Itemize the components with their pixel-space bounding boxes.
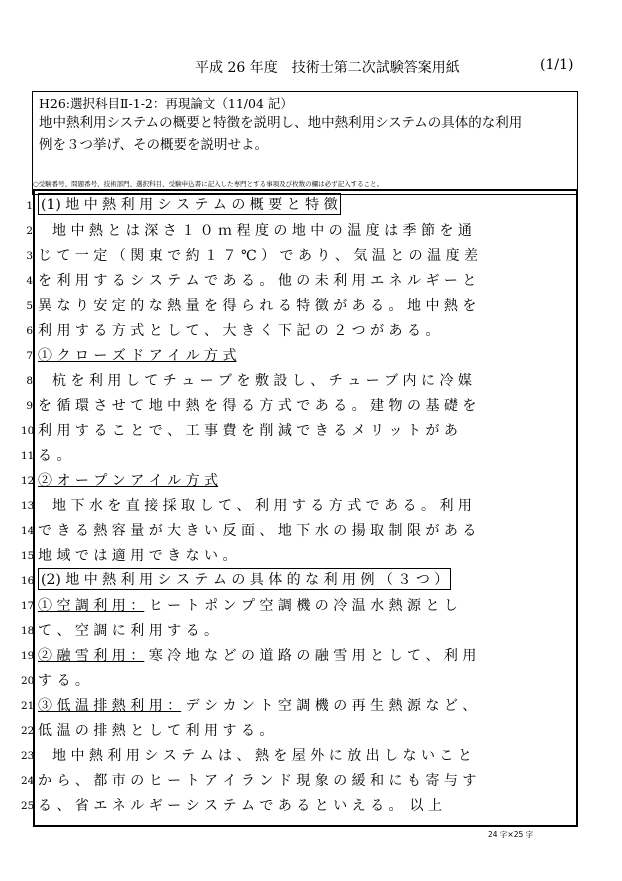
answer-row [21,591,576,616]
line-number: 3 [26,250,33,262]
answer-row [21,516,576,541]
answer-text: ② オ ー プ ン ア イ ル 方 式 [38,473,219,489]
answer-row [21,691,576,716]
answer-row [21,466,576,491]
answer-text: 杭 を 利 用 し て チ ュ ー ブ を 敷 設 し 、 チ ュ ー ブ 内 に 冷 媒 [38,373,472,389]
answer-text: ② 融 雪 利 用 ： 寒 冷 地 な ど の 道 路 の 融 雪 用 と し て 、 利 用 [38,648,477,664]
answer-text: る 、 省 エ ネ ル ギ ー シ ス テ ム で あ る と い え る 。 以 上 [38,798,443,814]
page-number: (1/1) [540,57,574,73]
answer-text: ① 空 調 利 用 ： ヒ ー ト ポ ン プ 空 調 機 の 冷 温 水 熱 源 と し [38,598,458,614]
answer-text: て 、 空 調 に 利 用 す る 。 [38,623,219,639]
line-number: 13 [21,500,35,512]
answer-text: (1) 地 中 熱 利 用 シ ス テ ム の 概 要 と 特 徴 [38,193,341,215]
answer-text: 低 温 の 排 熱 と し て 利 用 す る 。 [38,723,274,739]
answer-text: 利 用 す る 方 式 と し て 、 大 き く 下 記 の ２ つ が あ る 。 [38,323,440,339]
line-number: 17 [21,600,35,612]
answer-text: か ら 、 都 市 の ヒ ー ト ア イ ラ ン ド 現 象 の 緩 和 に も 寄 与 す [38,773,477,789]
grid-size-label: 24 字×25 字 [488,830,534,839]
question-line-2: 例を３つ挙げ、その概要を説明せよ。 [39,137,268,153]
answer-row [21,541,576,566]
answer-text: を 循 環 さ せ て 地 中 熱 を 得 る 方 式 で あ る 。 建 物 の 基 礎 を [38,398,477,414]
answer-row [26,391,576,416]
instruction-notice: ○受験番号、問題番号、技術部門、選択科目、受験申込書に記入した専門とする事項及び枚数の欄は必ず記入すること。 [33,180,384,188]
line-number: 9 [26,400,33,412]
line-number: 2 [26,225,33,237]
line-number: 6 [26,325,33,337]
answer-text: 地 中 熱 と は 深 さ １ ０ ｍ 程 度 の 地 中 の 温 度 は 季 節 を 通 [38,223,472,239]
answer-row [26,291,576,316]
line-number: 8 [26,375,33,387]
answer-row [26,316,576,341]
answer-row [26,191,576,216]
answer-row [21,416,576,441]
answer-row [21,716,576,741]
line-number: 21 [21,700,35,712]
answer-row [21,641,576,666]
answer-text: を 利 用 す る シ ス テ ム で あ る 。 他 の 未 利 用 エ ネ ル ギ ー と [38,273,477,289]
answer-row [26,341,576,366]
answer-row [26,216,576,241]
answer-row [26,241,576,266]
answer-row [26,266,576,291]
line-number: 14 [21,525,35,537]
line-number: 1 [26,200,33,212]
line-number: 15 [21,550,35,562]
answer-row [21,441,576,466]
question-line-1: 地中熱利用システムの概要と特徴を説明し、地中熱利用システムの具体的な利用 [39,115,523,131]
answer-text: 異 な り 安 定 的 な 熱 量 を 得 ら れ る 特 徴 が あ る 。 地 中 熱 を [38,298,477,314]
line-number: 7 [26,350,33,362]
answer-row [26,366,576,391]
line-number: 5 [26,300,33,312]
answer-text: ③ 低 温 排 熱 利 用 ： デ シ カ ン ト 空 調 機 の 再 生 熱 源 な ど 、 [38,698,477,714]
line-number: 16 [21,575,35,587]
answer-row [21,566,576,591]
line-number: 12 [21,475,35,487]
line-number: 22 [21,725,35,737]
answer-text: 地 中 熱 利 用 シ ス テ ム は 、 熱 を 屋 外 に 放 出 し な い こ と [38,748,472,764]
answer-text: 地 域 で は 適 用 で き な い 。 [38,548,237,564]
answer-text: す る 。 [38,673,89,689]
answer-row [21,741,576,766]
answer-text: 地 下 水 を 直 接 採 取 し て 、 利 用 す る 方 式 で あ る 。 利 用 [38,498,472,514]
answer-sheet [21,189,578,827]
line-number: 10 [21,425,35,437]
answer-row [21,791,576,816]
answer-text: じ て 一 定 （ 関 東 で 約 １ ７ ℃ ） で あ り 、 気 温 と の 温 度 差 [38,248,479,264]
line-number: 20 [21,675,35,687]
answer-row [21,766,576,791]
line-number: 4 [26,275,33,287]
line-number: 19 [21,650,35,662]
answer-text: 利 用 す る こ と で 、 工 事 費 を 削 減 で き る メ リ ッ ト が あ [38,423,458,439]
answer-row [21,616,576,641]
line-number: 18 [21,625,35,637]
line-number: 24 [21,775,35,787]
question-header: H26:選択科目Ⅱ-1-2：再現論文（11/04 記） [39,96,293,111]
answer-row [21,491,576,516]
answer-text: (2) 地 中 熱 利 用 シ ス テ ム の 具 体 的 な 利 用 例 （ ３ つ ） [38,568,451,590]
line-number: 25 [21,800,35,812]
answer-text: る 。 [38,448,71,464]
page-title: 平成 26 年度 技術士第二次試験答案用紙 [195,60,460,76]
answer-text: ① ク ロ ー ズ ド ア イ ル 方 式 [38,348,237,364]
line-number: 11 [21,450,35,462]
answer-row [21,666,576,691]
answer-text: で き る 熱 容 量 が 大 き い 反 面 、 地 下 水 の 揚 取 制 限 が あ る [38,523,477,539]
line-number: 23 [21,750,35,762]
